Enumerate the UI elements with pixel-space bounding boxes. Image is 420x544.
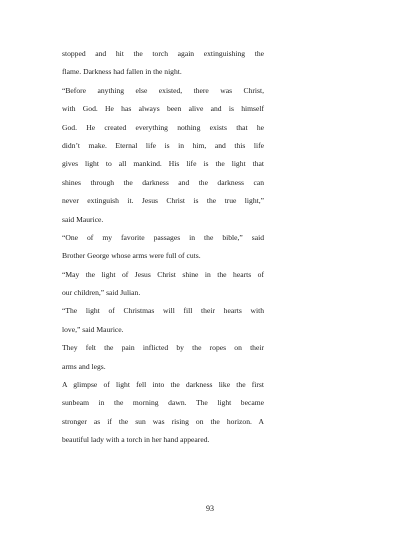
- text-line: sunbeam in the morning dawn. The light became: [62, 398, 264, 408]
- text-line: “The light of Christmas will fill their hearts with: [62, 306, 264, 316]
- text-line: beautiful lady with a torch in her hand appeared.: [62, 435, 210, 445]
- page-number: 93: [206, 504, 214, 513]
- text-line: with God. He has always been alive and is himself: [62, 104, 264, 114]
- text-line: flame. Darkness had fallen in the night.: [62, 67, 182, 77]
- text-line: said Maurice.: [62, 214, 104, 224]
- text-line: God. He created everything nothing exists that he: [62, 122, 264, 132]
- text-line: stopped and hit the torch again extinguishing the: [62, 49, 264, 58]
- text-line: didn’t make. Eternal life is in him, and this life: [62, 140, 264, 150]
- text-line: shines through the darkness and the darkness can: [62, 177, 264, 187]
- text-line: “May the light of Jesus Christ shine in the hearts of: [62, 269, 264, 279]
- page-body-text: [62, 45, 264, 450]
- text-line: “Before anything else existed, there was Christ,: [62, 85, 264, 95]
- text-line: A glimpse of light fell into the darkness like the first: [62, 380, 264, 390]
- text-line: arms and legs.: [62, 361, 106, 371]
- text-line: our children,” said Julian.: [62, 288, 141, 298]
- text-line: They felt the pain inflicted by the ropes on their: [62, 343, 264, 353]
- text-line: “One of my favorite passages in the bible,” said: [62, 232, 264, 242]
- text-line: never extinguish it. Jesus Christ is the true light,”: [62, 196, 264, 206]
- text-line: stronger as if the sun was rising on the horizon. A: [62, 416, 264, 426]
- text-line: gives light to all mankind. His life is the light that: [62, 159, 264, 169]
- text-line: love,” said Maurice.: [62, 324, 124, 334]
- text-line: Brother George whose arms were full of cuts.: [62, 251, 201, 261]
